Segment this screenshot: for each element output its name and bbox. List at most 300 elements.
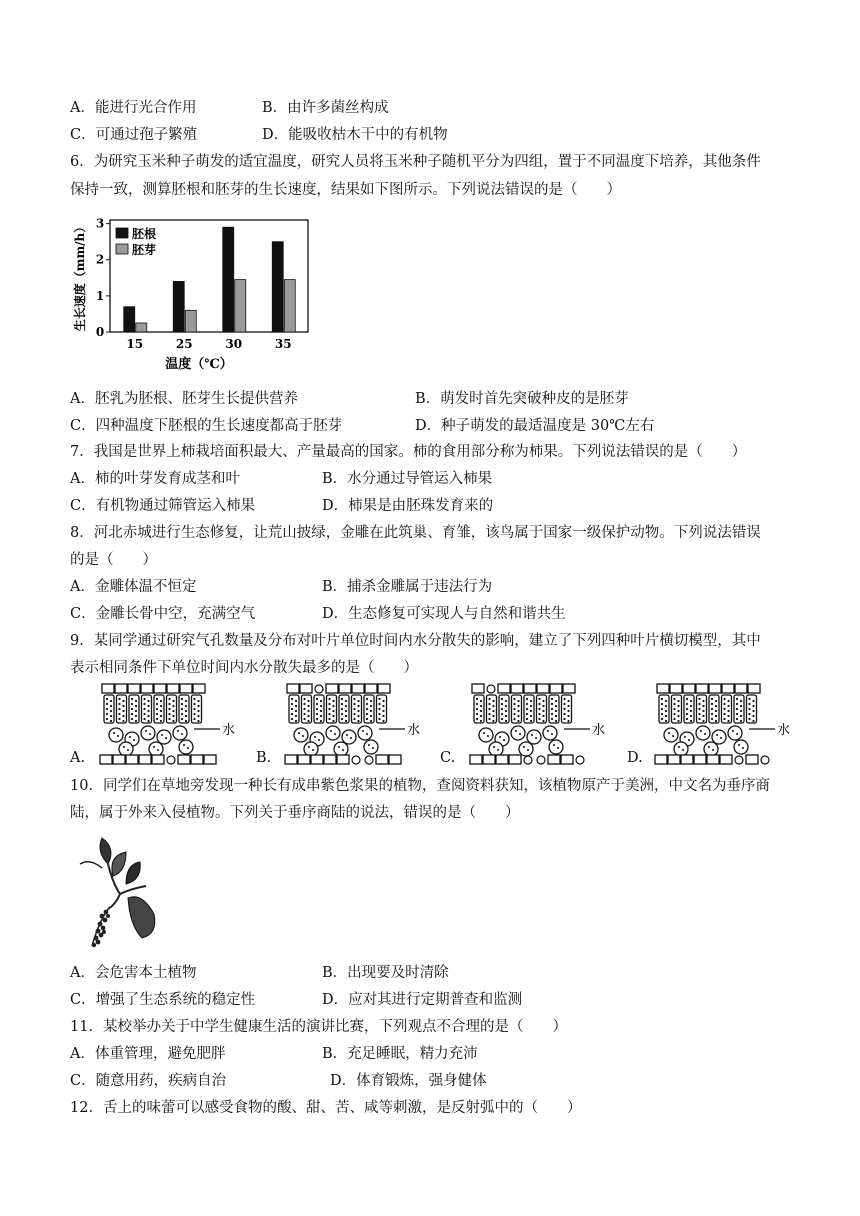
palisade-cell bbox=[364, 695, 374, 723]
palisade-cell bbox=[117, 695, 127, 723]
palisade-cell bbox=[722, 695, 732, 723]
chloroplast bbox=[665, 720, 667, 722]
bar-胚根-25 bbox=[173, 281, 184, 332]
lower-epidermis-cell bbox=[389, 755, 401, 764]
q9-option-d: D. bbox=[627, 750, 643, 766]
palisade-cell bbox=[142, 695, 152, 723]
chloroplast bbox=[147, 705, 149, 707]
chloroplast bbox=[727, 705, 729, 707]
q6-option-b: B．萌发时首先突破种皮的是胚芽 bbox=[415, 391, 629, 407]
chloroplast bbox=[362, 730, 364, 732]
chloroplast bbox=[711, 713, 713, 715]
chloroplast bbox=[328, 713, 330, 715]
chloroplast bbox=[135, 720, 137, 722]
chloroplast bbox=[143, 703, 145, 705]
chloroplast bbox=[698, 703, 700, 705]
chloroplast bbox=[118, 698, 120, 700]
chloroplast bbox=[332, 710, 334, 712]
chloroplast bbox=[308, 746, 310, 748]
chloroplast bbox=[686, 703, 688, 705]
chloroplast bbox=[501, 718, 503, 720]
chloroplast bbox=[531, 734, 533, 736]
chloroplast bbox=[366, 718, 368, 720]
lower-epidermis-cell bbox=[694, 755, 706, 764]
chloroplast bbox=[672, 735, 674, 737]
bar-胚芽-25 bbox=[185, 310, 196, 332]
chloroplast bbox=[172, 710, 174, 712]
chloroplast bbox=[698, 718, 700, 720]
chloroplast bbox=[740, 710, 742, 712]
upper-epidermis-cell bbox=[365, 684, 377, 693]
lower-epidermis-cell bbox=[668, 755, 680, 764]
y-tick-label: 0 bbox=[95, 325, 105, 339]
chloroplast bbox=[740, 705, 742, 707]
chloroplast bbox=[711, 718, 713, 720]
palisade-cell bbox=[747, 695, 757, 723]
q11-option-d: D．体育锻炼，强身健体 bbox=[330, 1073, 487, 1089]
upper-epidermis-cell bbox=[748, 684, 760, 693]
palisade-cell bbox=[289, 695, 299, 723]
chloroplast bbox=[320, 700, 322, 702]
q5-option-d: D．能吸收枯木干中的有机物 bbox=[262, 127, 448, 143]
chloroplast bbox=[492, 715, 494, 717]
chloroplast bbox=[177, 730, 179, 732]
q11-option-a: A．体重管理，避免肥胖 bbox=[70, 1046, 226, 1062]
chloroplast bbox=[738, 744, 740, 746]
spongy-cell bbox=[141, 726, 155, 740]
chloroplast bbox=[341, 708, 343, 710]
chloroplast bbox=[147, 710, 149, 712]
chloroplast bbox=[117, 735, 119, 737]
palisade-cell bbox=[129, 695, 139, 723]
lower-stoma bbox=[576, 756, 584, 764]
chloroplast bbox=[295, 710, 297, 712]
upper-epidermis-cell bbox=[154, 684, 166, 693]
chloroplast bbox=[661, 713, 663, 715]
chloroplast bbox=[736, 718, 738, 720]
chloroplast bbox=[123, 746, 125, 748]
chloroplast bbox=[382, 720, 384, 722]
chloroplast bbox=[715, 710, 717, 712]
chloroplast bbox=[686, 698, 688, 700]
chloroplast bbox=[320, 710, 322, 712]
spongy-cell bbox=[728, 726, 742, 740]
spongy-cell bbox=[342, 730, 356, 744]
spongy-cell bbox=[549, 740, 563, 754]
chloroplast bbox=[110, 705, 112, 707]
chloroplast bbox=[677, 710, 679, 712]
chloroplast bbox=[197, 715, 199, 717]
chloroplast bbox=[677, 700, 679, 702]
chloroplast bbox=[353, 718, 355, 720]
chloroplast bbox=[330, 730, 332, 732]
q10-option-a: A．会危害本土植物 bbox=[70, 965, 197, 981]
chloroplast bbox=[147, 715, 149, 717]
chloroplast bbox=[513, 703, 515, 705]
chloroplast bbox=[476, 708, 478, 710]
q7-option-c: C．有机物通过筛管运入柿果 bbox=[70, 498, 256, 514]
chloroplast bbox=[740, 700, 742, 702]
lower-epidermis-cell bbox=[509, 755, 521, 764]
chloroplast bbox=[530, 715, 532, 717]
spongy-cell bbox=[696, 726, 710, 740]
chloroplast bbox=[698, 713, 700, 715]
chloroplast bbox=[378, 713, 380, 715]
chloroplast bbox=[168, 698, 170, 700]
chloroplast bbox=[492, 705, 494, 707]
chloroplast bbox=[505, 700, 507, 702]
chloroplast bbox=[332, 705, 334, 707]
chloroplast bbox=[708, 746, 710, 748]
chloroplast bbox=[487, 735, 489, 737]
chloroplast bbox=[690, 710, 692, 712]
chloroplast bbox=[720, 737, 722, 739]
chloroplast bbox=[332, 700, 334, 702]
chloroplast bbox=[748, 718, 750, 720]
q5-option-b: B．由许多菌丝构成 bbox=[262, 100, 389, 116]
spongy-cell bbox=[294, 728, 308, 742]
upper-epidermis-cell bbox=[141, 684, 153, 693]
chloroplast bbox=[122, 710, 124, 712]
chloroplast bbox=[488, 708, 490, 710]
lower-epidermis-cell bbox=[470, 755, 482, 764]
chloroplast bbox=[185, 705, 187, 707]
lower-epidermis-cell bbox=[139, 755, 151, 764]
chloroplast bbox=[723, 718, 725, 720]
chloroplast bbox=[143, 698, 145, 700]
chloroplast bbox=[517, 705, 519, 707]
chloroplast bbox=[551, 718, 553, 720]
y-axis-label: 生长速度（mm/h） bbox=[73, 220, 87, 332]
chloroplast bbox=[291, 703, 293, 705]
palisade-cell bbox=[672, 695, 682, 723]
chloroplast bbox=[661, 698, 663, 700]
chloroplast bbox=[563, 708, 565, 710]
chloroplast bbox=[156, 713, 158, 715]
chloroplast bbox=[535, 737, 537, 739]
chloroplast bbox=[527, 749, 529, 751]
upper-epidermis-cell bbox=[326, 684, 338, 693]
chloroplast bbox=[476, 703, 478, 705]
chloroplast bbox=[193, 718, 195, 720]
chloroplast bbox=[303, 708, 305, 710]
chloroplast bbox=[122, 705, 124, 707]
upper-stoma bbox=[487, 685, 495, 693]
q9-option-b: B. bbox=[256, 750, 272, 766]
chloroplast bbox=[314, 736, 316, 738]
chloroplast bbox=[181, 713, 183, 715]
chloroplast bbox=[131, 708, 133, 710]
chloroplast bbox=[366, 703, 368, 705]
chloroplast bbox=[752, 700, 754, 702]
palisade-cell bbox=[487, 695, 497, 723]
chloroplast bbox=[307, 715, 309, 717]
chloroplast bbox=[341, 718, 343, 720]
chloroplast bbox=[711, 703, 713, 705]
chloroplast bbox=[295, 705, 297, 707]
chloroplast bbox=[156, 708, 158, 710]
chloroplast bbox=[160, 720, 162, 722]
lower-epidermis-cell bbox=[337, 755, 349, 764]
spongy-cell bbox=[489, 742, 503, 756]
chloroplast bbox=[185, 720, 187, 722]
chloroplast bbox=[567, 700, 569, 702]
spongy-cell bbox=[179, 740, 193, 754]
palisade-cell bbox=[512, 695, 522, 723]
chloroplast bbox=[567, 710, 569, 712]
pokeweed-illustration bbox=[68, 834, 163, 956]
chloroplast bbox=[488, 703, 490, 705]
upper-epidermis-cell bbox=[339, 684, 351, 693]
chloroplast bbox=[530, 720, 532, 722]
chloroplast bbox=[370, 705, 372, 707]
chloroplast bbox=[748, 698, 750, 700]
chloroplast bbox=[172, 715, 174, 717]
legend-label: 胚根 bbox=[132, 227, 157, 241]
upper-epidermis-cell bbox=[550, 684, 562, 693]
chloroplast bbox=[332, 720, 334, 722]
spongy-cell bbox=[704, 742, 718, 756]
chloroplast bbox=[542, 715, 544, 717]
upper-epidermis-cell bbox=[300, 684, 312, 693]
chloroplast bbox=[316, 718, 318, 720]
chloroplast bbox=[320, 705, 322, 707]
chloroplast bbox=[665, 700, 667, 702]
spongy-cell bbox=[519, 742, 533, 756]
chloroplast bbox=[686, 713, 688, 715]
lower-epidermis-cell bbox=[311, 755, 323, 764]
chloroplast bbox=[673, 703, 675, 705]
lower-epidermis-cell bbox=[707, 755, 719, 764]
lower-epidermis-cell bbox=[126, 755, 138, 764]
chloroplast bbox=[690, 720, 692, 722]
chloroplast bbox=[147, 700, 149, 702]
upper-epidermis-cell bbox=[657, 684, 669, 693]
palisade-cell bbox=[709, 695, 719, 723]
chloroplast bbox=[303, 713, 305, 715]
chloroplast bbox=[480, 720, 482, 722]
chloroplast bbox=[122, 720, 124, 722]
palisade-cell bbox=[524, 695, 534, 723]
chloroplast bbox=[350, 737, 352, 739]
chloroplast bbox=[673, 718, 675, 720]
water-label: 水 bbox=[407, 723, 421, 738]
chloroplast bbox=[476, 718, 478, 720]
palisade-cell bbox=[192, 695, 202, 723]
lower-epidermis-cell bbox=[483, 755, 495, 764]
chloroplast bbox=[118, 703, 120, 705]
lower-epidermis-cell bbox=[746, 755, 758, 764]
q8-option-c: C．金雕长骨中空，充满空气 bbox=[70, 606, 256, 622]
palisade-cell bbox=[104, 695, 114, 723]
chloroplast bbox=[551, 708, 553, 710]
chloroplast bbox=[382, 710, 384, 712]
spongy-cell bbox=[304, 742, 318, 756]
chloroplast bbox=[110, 715, 112, 717]
chloroplast bbox=[106, 713, 108, 715]
chloroplast bbox=[357, 720, 359, 722]
chloroplast bbox=[480, 700, 482, 702]
chloroplast bbox=[711, 698, 713, 700]
chloroplast bbox=[320, 715, 322, 717]
lower-epidermis-cell bbox=[298, 755, 310, 764]
chloroplast bbox=[106, 703, 108, 705]
lower-epidermis-cell bbox=[285, 755, 297, 764]
chloroplast bbox=[715, 715, 717, 717]
lower-epidermis-cell bbox=[178, 755, 190, 764]
chloroplast bbox=[684, 736, 686, 738]
spongy-cell bbox=[149, 742, 163, 756]
q6-stem-line2: 保持一致，测算胚根和胚芽的生长速度，结果如下图所示。下列说法错误的是（ ） bbox=[70, 182, 621, 198]
q6-option-c: C．四种温度下胚根的生长速度都高于胚芽 bbox=[70, 418, 343, 434]
chloroplast bbox=[483, 732, 485, 734]
chloroplast bbox=[678, 746, 680, 748]
chloroplast bbox=[673, 708, 675, 710]
chloroplast bbox=[131, 718, 133, 720]
chloroplast bbox=[185, 710, 187, 712]
palisade-cell bbox=[537, 695, 547, 723]
chloroplast bbox=[661, 703, 663, 705]
lower-epidermis-cell bbox=[548, 755, 560, 764]
chloroplast bbox=[357, 710, 359, 712]
chloroplast bbox=[748, 703, 750, 705]
spongy-cell bbox=[326, 726, 340, 740]
chloroplast bbox=[480, 705, 482, 707]
chloroplast bbox=[736, 708, 738, 710]
chloroplast bbox=[711, 708, 713, 710]
chloroplast bbox=[185, 700, 187, 702]
chloroplast bbox=[122, 700, 124, 702]
q11-option-c: C．随意用药，疾病自治 bbox=[70, 1073, 227, 1089]
chloroplast bbox=[106, 698, 108, 700]
chloroplast bbox=[563, 718, 565, 720]
chloroplast bbox=[135, 715, 137, 717]
lower-epidermis-cell bbox=[376, 755, 388, 764]
chloroplast bbox=[291, 713, 293, 715]
chloroplast bbox=[715, 720, 717, 722]
chloroplast bbox=[187, 747, 189, 749]
spongy-cell bbox=[664, 728, 678, 742]
chloroplast bbox=[106, 718, 108, 720]
chloroplast bbox=[517, 700, 519, 702]
chloroplast bbox=[149, 733, 151, 735]
chloroplast bbox=[382, 700, 384, 702]
chloroplast bbox=[110, 700, 112, 702]
chloroplast bbox=[661, 718, 663, 720]
chloroplast bbox=[736, 703, 738, 705]
spongy-cell bbox=[479, 728, 493, 742]
chloroplast bbox=[499, 736, 501, 738]
chloroplast bbox=[160, 705, 162, 707]
q7-option-a: A．柿的叶芽发育成茎和叶 bbox=[70, 471, 240, 487]
chloroplast bbox=[172, 700, 174, 702]
chloroplast bbox=[320, 720, 322, 722]
spongy-cell bbox=[674, 742, 688, 756]
chloroplast bbox=[492, 700, 494, 702]
chloroplast bbox=[752, 710, 754, 712]
chloroplast bbox=[370, 715, 372, 717]
chloroplast bbox=[513, 713, 515, 715]
palisade-cell bbox=[377, 695, 387, 723]
chloroplast bbox=[677, 720, 679, 722]
chloroplast bbox=[542, 710, 544, 712]
chloroplast bbox=[686, 718, 688, 720]
palisade-cell bbox=[734, 695, 744, 723]
chloroplast bbox=[303, 698, 305, 700]
upper-epidermis-cell bbox=[352, 684, 364, 693]
chloroplast bbox=[307, 700, 309, 702]
chloroplast bbox=[185, 715, 187, 717]
spongy-cell bbox=[364, 740, 378, 754]
spongy-cell bbox=[511, 726, 525, 740]
spongy-cell bbox=[543, 726, 557, 740]
chloroplast bbox=[328, 708, 330, 710]
leaf-model-b bbox=[283, 683, 433, 769]
legend-label: 胚芽 bbox=[132, 243, 157, 257]
palisade-cell bbox=[314, 695, 324, 723]
chloroplast bbox=[106, 708, 108, 710]
chloroplast bbox=[366, 708, 368, 710]
y-tick-label: 3 bbox=[95, 216, 105, 231]
chloroplast bbox=[673, 713, 675, 715]
chloroplast bbox=[723, 703, 725, 705]
chloroplast bbox=[135, 710, 137, 712]
bar-胚根-15 bbox=[124, 307, 135, 332]
chloroplast bbox=[488, 718, 490, 720]
chloroplast bbox=[748, 713, 750, 715]
chloroplast bbox=[291, 708, 293, 710]
leaf-model-d bbox=[653, 683, 803, 769]
q10-option-c: C．增强了生态系统的稳定性 bbox=[70, 992, 256, 1008]
lower-epidermis-cell bbox=[324, 755, 336, 764]
upper-epidermis-cell bbox=[670, 684, 682, 693]
chloroplast bbox=[295, 720, 297, 722]
chloroplast bbox=[567, 705, 569, 707]
palisade-cell bbox=[179, 695, 189, 723]
chloroplast bbox=[345, 710, 347, 712]
chloroplast bbox=[156, 703, 158, 705]
chloroplast bbox=[168, 703, 170, 705]
chloroplast bbox=[118, 713, 120, 715]
chloroplast bbox=[530, 705, 532, 707]
lower-epidermis-cell bbox=[191, 755, 203, 764]
q9-option-c: C. bbox=[440, 750, 456, 766]
chloroplast bbox=[197, 710, 199, 712]
lower-epidermis-cell bbox=[204, 755, 216, 764]
chloroplast bbox=[382, 715, 384, 717]
chloroplast bbox=[542, 700, 544, 702]
chloroplast bbox=[316, 713, 318, 715]
chloroplast bbox=[118, 708, 120, 710]
upper-epidermis-cell bbox=[115, 684, 127, 693]
x-tick-label: 15 bbox=[126, 337, 144, 351]
lower-epidermis-cell bbox=[496, 755, 508, 764]
lower-stoma bbox=[167, 756, 175, 764]
upper-epidermis-cell bbox=[180, 684, 192, 693]
chloroplast bbox=[716, 734, 718, 736]
chloroplast bbox=[690, 715, 692, 717]
q5-option-c: C．可通过孢子繁殖 bbox=[70, 127, 198, 143]
water-label: 水 bbox=[592, 723, 606, 738]
q8-stem-line1: 8．河北赤城进行生态修复，让荒山披绿，金雕在此筑巢、育雏，该鸟属于国家一级保护动物。下列说法错误 bbox=[70, 525, 761, 541]
chloroplast bbox=[181, 703, 183, 705]
q11-stem: 11．某校举办关于中学生健康生活的演讲比赛，下列观点不合理的是（ ） bbox=[70, 1019, 567, 1035]
chloroplast bbox=[353, 703, 355, 705]
chloroplast bbox=[295, 715, 297, 717]
chloroplast bbox=[153, 746, 155, 748]
q8-option-d: D．生态修复可实现人与自然和谐共生 bbox=[322, 606, 566, 622]
q7-option-b: B．水分通过导管运入柿果 bbox=[322, 471, 493, 487]
